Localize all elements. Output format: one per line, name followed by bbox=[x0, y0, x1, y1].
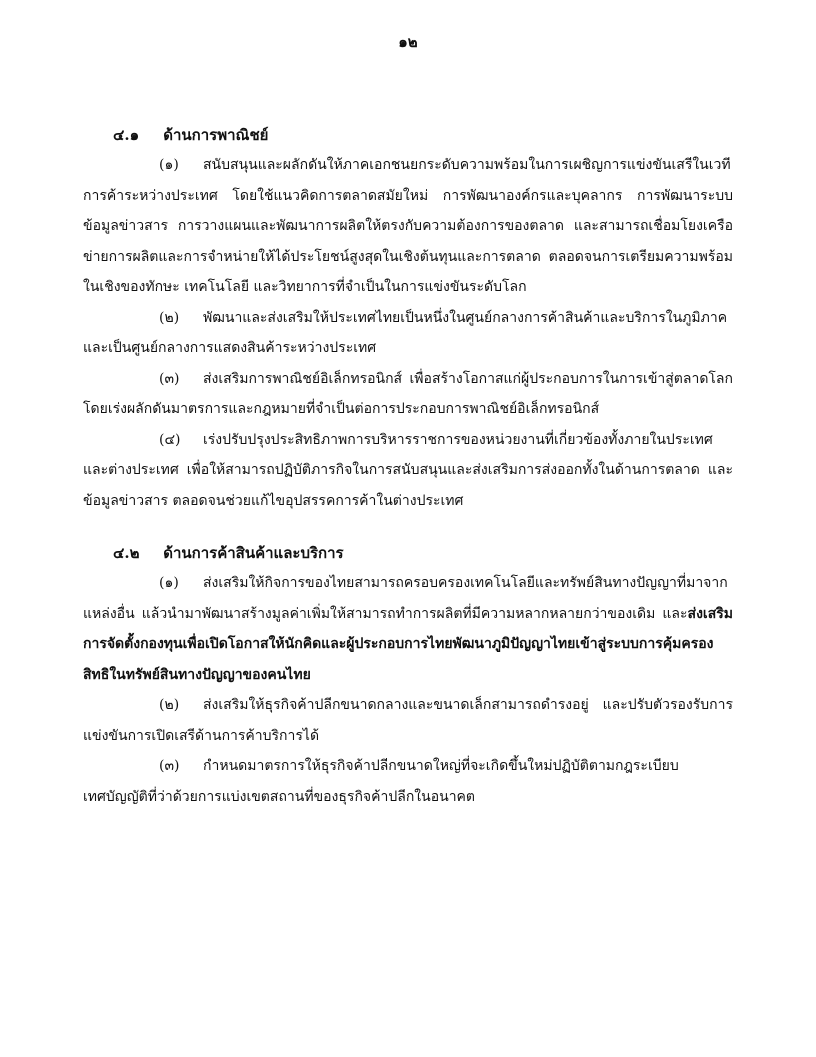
document-body bbox=[83, 120, 733, 812]
item-text: เร่งปรับปรุงประสิทธิภาพการบริหารราชการของหน่วยงานที่เกี่ยวข้องทั้งภายในประเทศและต่างประเทศ เพื่อให้สามารถปฏิบัติภารกิจในการสนับสนุนและส่งเสริมการส่งออกทั้งในด้านการตลาด และข้อมูลข่าวสาร ตลอดจนช่วยแก้ไขอุปสรรคการค้าในต่างประเทศ bbox=[83, 431, 733, 509]
list-item bbox=[83, 425, 733, 517]
item-text: ส่งเสริมการพาณิชย์อิเล็กทรอนิกส์ เพื่อสร้างโอกาสแก่ผู้ประกอบการในการเข้าสู่ตลาดโลก โดยเร่งผลักดันมาตรการและกฎหมายที่จำเป็นต่อการประกอบการพาณิชย์อิเล็กทรอนิกส์ bbox=[83, 370, 733, 417]
section-title: ด้านการพาณิชย์ bbox=[163, 126, 269, 144]
list-item bbox=[83, 568, 733, 690]
item-number: (๒) bbox=[159, 697, 180, 713]
section-heading bbox=[113, 120, 733, 150]
list-item bbox=[83, 690, 733, 751]
section-spacer bbox=[83, 516, 733, 538]
list-item bbox=[83, 150, 733, 303]
item-text: สนับสนุนและผลักดันให้ภาคเอกชนยกระดับความพร้อมในการเผชิญการแข่งขันเสรีในเวทีการค้าระหว่างประเทศ โดยใช้แนวคิดการตลาดสมัยใหม่ การพัฒนาองค์กรและบุคลากร การพัฒนาระบบข้อมูลข่าวสาร การวางแผนและพัฒนาการผลิตให้ตรงกับความต้องการของตลาด และสามารถเชื่อมโยงเครือข่ายการผลิตและการจำหน่ายให้ได้ประโยชน์สูงสุดในเชิงต้นทุนและการตลาด ตลอดจนการเตรียมความพร้อมในเชิงของทักษะ เทคโนโลยี และวิทยาการที่จำเป็นในการแข่งขันระดับโลก bbox=[83, 157, 733, 295]
item-text: กำหนดมาตรการให้ธุรกิจค้าปลีกขนาดใหญ่ที่จะเกิดขึ้นใหม่ปฏิบัติตามกฎระเบียบเทศบัญญัติที่ว่าด้วยการแบ่งเขตสถานที่ของธุรกิจค้าปลีกในอนาคต bbox=[83, 758, 679, 805]
item-number: (๓) bbox=[159, 370, 180, 387]
section-number: ๔.๑ bbox=[113, 126, 140, 144]
item-text: พัฒนาและส่งเสริมให้ประเทศไทยเป็นหนึ่งในศูนย์กลางการค้าสินค้าและบริการในภูมิภาค และเป็นศูนย์กลางการแสดงสินค้าระหว่างประเทศ bbox=[83, 309, 728, 356]
item-text: ส่งเสริมให้ธุรกิจค้าปลีกขนาดกลางและขนาดเล็กสามารถดำรงอยู่ และปรับตัวรองรับการแข่งขันการเปิดเสรีด้านการค้าบริการได้ bbox=[83, 697, 733, 744]
item-number: (๓) bbox=[159, 758, 180, 774]
item-text: ส่งเสริมให้กิจการของไทยสามารถครอบครองเทคโนโลยีและทรัพย์สินทางปัญญาที่มาจากแหล่งอื่น แล้วนำมาพัฒนาสร้างมูลค่าเพิ่มให้สามารถทำการผลิตที่มีความหลากหลายกว่าของเดิม และ bbox=[83, 575, 728, 622]
item-number: (๑) bbox=[159, 575, 179, 591]
section-title: ด้านการค้าสินค้าและบริการ bbox=[163, 544, 344, 562]
item-number: (๔) bbox=[159, 431, 181, 448]
list-item bbox=[83, 303, 733, 364]
item-number: (๒) bbox=[159, 309, 180, 326]
item-number: (๑) bbox=[159, 157, 179, 173]
list-item bbox=[83, 364, 733, 425]
section-number: ๔.๒ bbox=[113, 544, 140, 562]
item-bold-text: ส่งเสริมการจัดตั้งกองทุนเพื่อเปิดโอกาสให้นักคิดและผู้ประกอบการไทยพัฒนาภูมิปัญญาไทยเข้าสู่ระบบการคุ้มครองสิทธิในทรัพย์สินทางปัญญาของคนไทย bbox=[83, 605, 733, 683]
list-item bbox=[83, 751, 733, 812]
section-heading bbox=[113, 538, 733, 568]
page-number: ๑๒ bbox=[398, 33, 418, 51]
